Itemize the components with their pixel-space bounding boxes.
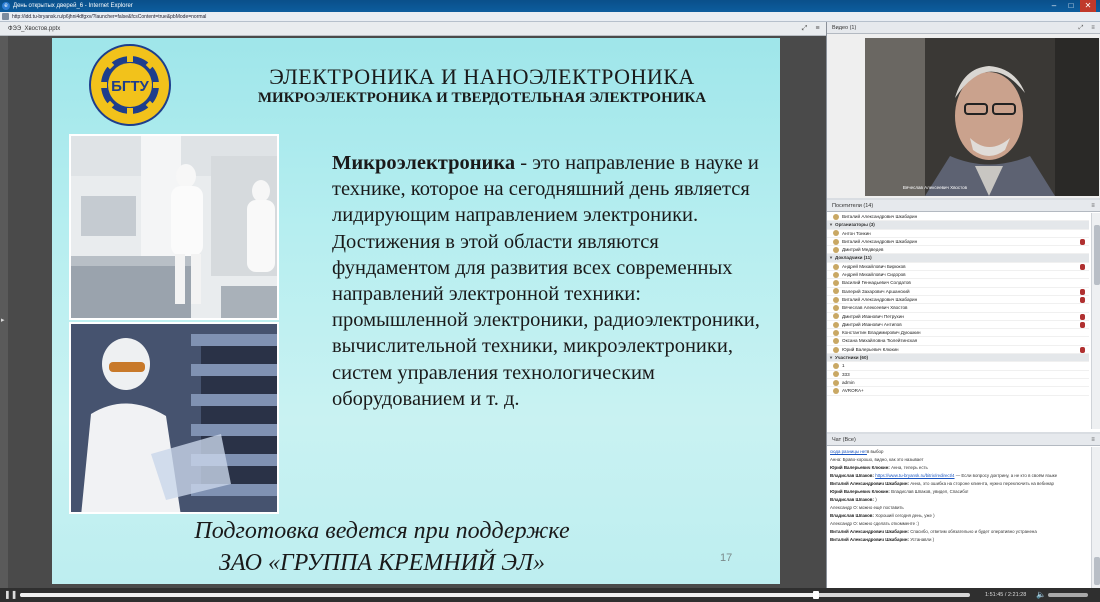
attendee-name: 1 bbox=[842, 363, 845, 369]
chat-text: Александр О: можно ещё поставить bbox=[830, 505, 904, 510]
host-row[interactable] bbox=[827, 213, 1089, 221]
attendee-name: Виталий Александрович Шкабарин bbox=[842, 238, 918, 244]
share-pod-header bbox=[0, 22, 826, 36]
pause-icon[interactable]: ❚❚ bbox=[4, 590, 18, 599]
chat-messages bbox=[830, 449, 1085, 587]
user-icon bbox=[833, 380, 839, 386]
slide-body-text bbox=[332, 150, 772, 412]
logo-text: БГТУ bbox=[111, 78, 149, 95]
chat-link[interactable]: сюда разницы нет bbox=[830, 449, 867, 454]
address-bar[interactable] bbox=[0, 12, 1100, 22]
attendee-row[interactable] bbox=[827, 337, 1089, 345]
scroll-thumb[interactable] bbox=[1094, 225, 1100, 285]
chat-text: ) bbox=[873, 497, 877, 502]
chat-text: Анна: Браво-хорошо, видно, как это называет bbox=[830, 457, 924, 462]
user-icon bbox=[833, 288, 839, 294]
user-icon bbox=[833, 214, 839, 220]
user-icon bbox=[833, 371, 839, 377]
slide-footer-line1: Подготовка ведется при поддержке bbox=[194, 518, 570, 544]
chat-text: Анна, теперь есть bbox=[889, 465, 928, 470]
user-icon bbox=[833, 272, 839, 278]
user-icon bbox=[833, 230, 839, 236]
pod-menu-icon[interactable]: ≡ bbox=[1091, 25, 1095, 31]
attendee-name: Виталий Александрович Шкабарин bbox=[842, 296, 918, 302]
microphone-icon bbox=[1080, 264, 1085, 270]
share-pod-title: ФЭЭ_Хвостов.pptx bbox=[8, 26, 61, 32]
microphone-icon bbox=[1080, 289, 1085, 295]
user-icon bbox=[833, 347, 839, 353]
presentation-slide bbox=[52, 38, 780, 584]
attendee-group-header[interactable] bbox=[827, 221, 1089, 229]
chat-message bbox=[830, 513, 1085, 519]
chat-sender: Виталий Александрович Шкабарин: bbox=[830, 529, 909, 534]
chat-message bbox=[830, 537, 1085, 543]
bgtu-logo bbox=[89, 44, 171, 126]
microphone-icon bbox=[1080, 239, 1085, 245]
wafer-lab-photo bbox=[69, 322, 279, 514]
chat-message bbox=[830, 505, 1085, 511]
address-url[interactable]: http://idd.tu-bryansk.ru/p6jhni4dfgxv/?launcher=false&fcsContent=true&pbMode=normal bbox=[12, 14, 207, 20]
microphone-icon bbox=[1080, 314, 1085, 320]
chat-message bbox=[830, 457, 1085, 463]
pod-menu-icon[interactable]: ≡ bbox=[1091, 203, 1095, 209]
video-pod bbox=[827, 22, 1100, 198]
seek-handle[interactable] bbox=[813, 591, 819, 599]
attendee-name: Василий Геннадьевич Солдатов bbox=[842, 280, 911, 286]
close-button[interactable]: ✕ bbox=[1080, 0, 1096, 12]
attendee-scrollbar[interactable] bbox=[1091, 213, 1100, 429]
attendee-row[interactable] bbox=[827, 279, 1089, 287]
chat-message bbox=[830, 473, 1085, 479]
chat-message bbox=[830, 481, 1085, 487]
attendee-row[interactable] bbox=[827, 246, 1089, 254]
fullscreen-icon[interactable]: ⤢ bbox=[1078, 25, 1084, 31]
playback-time: 1:51:45 / 2:21:28 bbox=[985, 592, 1027, 598]
user-icon bbox=[833, 280, 839, 286]
user-icon bbox=[833, 313, 839, 319]
group-label: Участники (60) bbox=[835, 355, 869, 361]
body-term: Микроэлектроника bbox=[332, 152, 516, 174]
seek-track[interactable] bbox=[20, 593, 970, 597]
attendee-row[interactable] bbox=[827, 387, 1089, 395]
attendees-pod-header bbox=[827, 200, 1100, 212]
slide-subtitle: МИКРОЭЛЕКТРОНИКА И ТВЕРДОТЕЛЬНАЯ ЭЛЕКТРОНИКА bbox=[257, 90, 707, 106]
attendee-name: admin bbox=[842, 379, 855, 385]
chat-message bbox=[830, 465, 1085, 471]
host-name: Виталий Александрович Шкабарин bbox=[842, 214, 918, 219]
microphone-icon bbox=[1080, 347, 1085, 353]
attendee-row[interactable] bbox=[827, 296, 1089, 304]
chat-message bbox=[830, 449, 1085, 455]
attendee-name: 333 bbox=[842, 371, 850, 377]
maximize-button[interactable]: □ bbox=[1068, 1, 1074, 10]
chat-text: Александр О: можно сделать откомменте :) bbox=[830, 521, 919, 526]
browser-icon: e bbox=[2, 2, 10, 10]
minimize-button[interactable]: – bbox=[1051, 1, 1057, 10]
user-icon bbox=[833, 338, 839, 344]
chat-sender: Юрий Валерьевич Клюкин: bbox=[830, 489, 890, 494]
attendee-row[interactable] bbox=[827, 321, 1089, 329]
body-definition: - это направление в науке и технике, которое на сегодняшний день является лидирующим направлением электроники. Достижения в этой области являются фундаментом для развития всех современных направлений электронной техники: промышленной электроники, радиоэлектроники, вычислительной техники, микроэлектроники, систем управления технологическим оборудованием и т. д. bbox=[332, 152, 760, 410]
side-strip bbox=[0, 36, 8, 588]
attendee-name: AVRORA+ bbox=[842, 388, 864, 394]
chat-sender: Владислав Шпаков: bbox=[830, 497, 874, 502]
attendee-row[interactable] bbox=[827, 379, 1089, 387]
attendee-row[interactable] bbox=[827, 371, 1089, 379]
chat-message bbox=[830, 529, 1085, 535]
attendee-name: Дмитрий Иванович Антипов bbox=[842, 321, 902, 327]
attendee-name: Андрей Михайлович Сидоров bbox=[842, 272, 906, 278]
cleanroom-photo bbox=[69, 134, 279, 320]
chat-text: Хороший сегодня день, уже ) bbox=[873, 513, 935, 518]
attendee-list bbox=[827, 213, 1089, 429]
seek-progress bbox=[20, 593, 816, 597]
chat-sender: Виталий Александрович Шкабарин: bbox=[830, 481, 909, 486]
group-label: Организаторы (3) bbox=[835, 222, 875, 228]
chat-scrollbar[interactable] bbox=[1091, 447, 1100, 588]
expand-arrow-icon[interactable]: ▾ bbox=[829, 222, 833, 228]
video-caption: Вячеслав Алексеевич Хвостов bbox=[902, 185, 968, 190]
window-title: День открытых дверей_6 - Internet Explorer bbox=[13, 3, 133, 9]
chat-sender: Виталий Александрович Шкабарин: bbox=[830, 537, 909, 542]
share-pod bbox=[0, 22, 826, 588]
slide-title: ЭЛЕКТРОНИКА И НАНОЭЛЕКТРОНИКА bbox=[269, 64, 695, 89]
chat-message bbox=[830, 497, 1085, 503]
microphone-icon bbox=[1080, 322, 1085, 328]
attendee-name: Валерий Захарович Аршанский bbox=[842, 288, 910, 294]
chat-text: Владислав Шпаков, увидел, Спасибо! bbox=[889, 489, 969, 494]
user-icon bbox=[833, 297, 839, 303]
chat-text: Спасибо, ответим обязательно и будет оперативно устранена bbox=[908, 529, 1037, 534]
chat-pod bbox=[827, 434, 1100, 588]
window-title-bar bbox=[0, 0, 1100, 12]
video-pod-title: Видео (1) bbox=[832, 25, 857, 31]
playback-bar bbox=[0, 588, 1100, 602]
speaker-icon[interactable]: 🔈 bbox=[1036, 590, 1046, 599]
slide-footer-line2: ЗАО «ГРУППА КРЕМНИЙ ЭЛ» bbox=[219, 550, 545, 576]
webcam-video[interactable] bbox=[865, 38, 1099, 196]
attendee-group-header[interactable] bbox=[827, 354, 1089, 362]
attendee-row[interactable] bbox=[827, 230, 1089, 238]
attendee-name: Дмитрий Медведев bbox=[842, 247, 884, 253]
attendee-row[interactable] bbox=[827, 329, 1089, 337]
chat-text: в выбор bbox=[866, 449, 884, 454]
attendee-name: Оксана Михайловна Тюлейтинская bbox=[842, 338, 918, 344]
attendee-name: Антон Тонкин bbox=[842, 230, 871, 236]
chat-message bbox=[830, 521, 1085, 527]
user-icon bbox=[833, 363, 839, 369]
slide-page-number: 17 bbox=[720, 552, 733, 564]
attendee-name: Дмитрий Иванович Петрухин bbox=[842, 313, 904, 319]
user-icon bbox=[833, 264, 839, 270]
user-icon bbox=[833, 322, 839, 328]
chat-sender: Владислав Шпаков: bbox=[830, 513, 874, 518]
user-icon bbox=[833, 330, 839, 336]
microphone-icon bbox=[1080, 297, 1085, 303]
attendees-pod-title: Посетители (14) bbox=[832, 203, 874, 209]
group-label: Докладчики (11) bbox=[835, 255, 872, 261]
volume-slider[interactable] bbox=[1048, 593, 1088, 597]
right-column bbox=[826, 22, 1100, 588]
attendee-row[interactable] bbox=[827, 263, 1089, 271]
attendee-row[interactable] bbox=[827, 313, 1089, 321]
pod-menu-icon[interactable]: ≡ bbox=[1091, 437, 1095, 443]
attendee-group-header[interactable] bbox=[827, 254, 1089, 262]
chat-text: Анна, это ошибка на стороне клиента, нужно переключить на вебинар bbox=[908, 481, 1054, 486]
attendee-row[interactable] bbox=[827, 288, 1089, 296]
fullscreen-icon[interactable]: ⤢ bbox=[801, 25, 808, 32]
page-icon bbox=[2, 13, 9, 20]
chat-pod-header bbox=[827, 434, 1100, 446]
attendee-row[interactable] bbox=[827, 304, 1089, 312]
chat-link[interactable]: https://www.tu-bryansk.ru/bitrix/redirect/4 bbox=[875, 473, 955, 478]
user-icon bbox=[833, 247, 839, 253]
expand-arrow-icon[interactable]: ▾ bbox=[829, 255, 833, 261]
attendee-row[interactable] bbox=[827, 271, 1089, 279]
user-icon bbox=[833, 388, 839, 394]
collapse-arrow-icon[interactable]: ▸ bbox=[1, 317, 5, 324]
attendee-name: Вячеслав Алексеевич Хвостов bbox=[842, 305, 908, 311]
chat-sender: Юрий Валерьевич Клюкин: bbox=[830, 465, 890, 470]
chat-message bbox=[830, 489, 1085, 495]
attendee-row[interactable] bbox=[827, 362, 1089, 370]
expand-arrow-icon[interactable]: ▾ bbox=[829, 355, 833, 361]
attendee-row[interactable] bbox=[827, 238, 1089, 246]
chat-sender: Владислав Шпаков: bbox=[830, 473, 874, 478]
scroll-thumb[interactable] bbox=[1094, 557, 1100, 585]
chat-text: — Если вопросу доктрину, а не кто в своём языке bbox=[954, 473, 1058, 478]
attendees-pod bbox=[827, 200, 1100, 432]
video-pod-header bbox=[827, 22, 1100, 34]
attendee-row[interactable] bbox=[827, 346, 1089, 354]
user-icon bbox=[833, 239, 839, 245]
user-icon bbox=[833, 305, 839, 311]
attendee-name: Константин Владимирович Дуюшкин bbox=[842, 330, 921, 336]
pod-menu-icon[interactable]: ≡ bbox=[815, 25, 820, 32]
attendee-name: Юрий Валерьевич Клюкин bbox=[842, 346, 899, 352]
chat-text: Устанавли ) bbox=[908, 537, 935, 542]
chat-pod-title: Чат (Все) bbox=[832, 437, 856, 443]
attendee-name: Андрей Михайлович Бирюков bbox=[842, 263, 906, 269]
